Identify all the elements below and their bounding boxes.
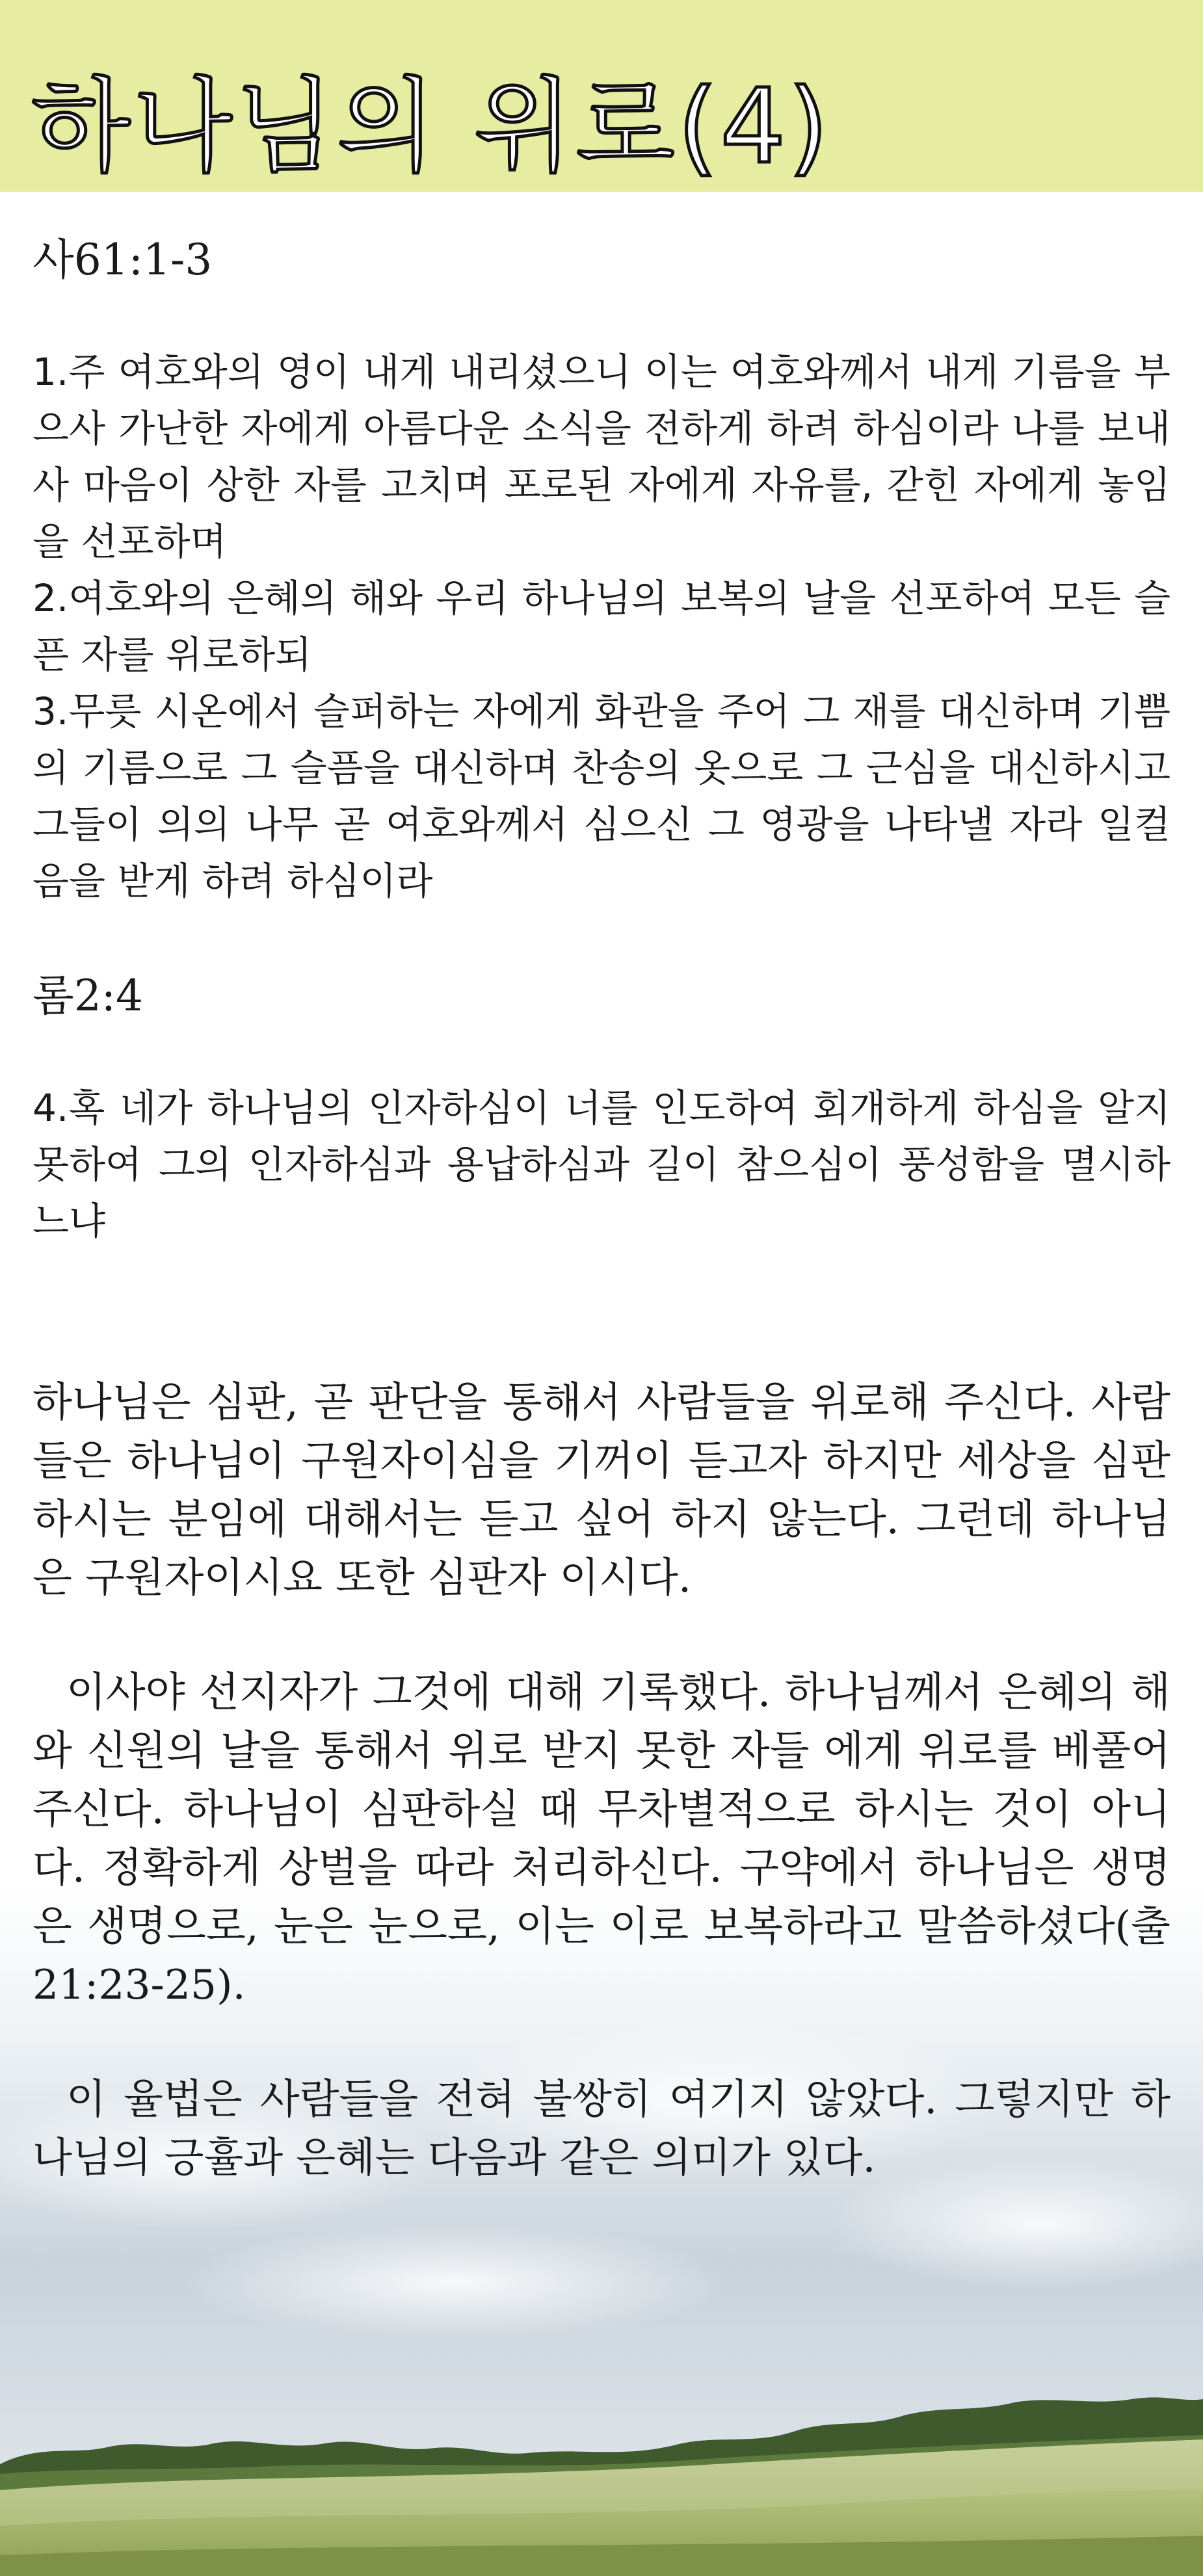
verse-block bbox=[33, 344, 1170, 910]
body-paragraph: 이 율법은 사람들을 전혀 불쌍히 여기지 않았다. 그렇지만 하나님의 긍휼과 은혜는 다음과 같은 의미가 있다. bbox=[33, 2075, 1170, 2181]
verse-block bbox=[33, 1080, 1170, 1250]
page-title: 하나님의 위로(4) bbox=[31, 67, 831, 187]
main-content bbox=[33, 231, 1170, 2187]
verse-text: 4.혹 네가 하나님의 인자하심이 너를 인도하여 회개하게 하심을 알지 못하여 그의 인자하심과 용납하심과 길이 참으심이 풍성함을 멸시하느냐 bbox=[33, 1086, 1170, 1243]
verse-text: 2.여호와의 은혜의 해와 우리 하나님의 보복의 날을 선포하여 모든 슬픈 자를 위로하되 bbox=[33, 576, 1170, 677]
scripture-reference: 사61:1-3 bbox=[33, 235, 213, 285]
body-paragraph: 이사야 선지자가 그것에 대해 기록했다. 하나님께서 은혜의 해와 신원의 날을 통해서 위로 받지 못한 자들 에게 위로를 베풀어주신다. 하나님이 심판하실 때 무차별적으로 하시는 것이 아니다. 정확하게 상벌을 따라 처리하신다. 구약에서 하나님은 생명은 생명으로, 눈은 눈으로, 이는 이로 보복하라고 말씀하셨다(출21:23-25). bbox=[33, 1668, 1170, 2008]
verse-text: 3.무릇 시온에서 슬퍼하는 자에게 화관을 주어 그 재를 대신하며 기쁨의 기름으로 그 슬픔을 대신하며 찬송의 옷으로 그 근심을 대신하시고 그들이 의의 나무 곧 여호와께서 심으신 그 영광을 나타낼 자라 일컬음을 받게 하려 하심이라 bbox=[33, 689, 1170, 903]
scripture-reference: 롬2:4 bbox=[33, 971, 143, 1021]
body-paragraph: 하나님은 심판, 곧 판단을 통해서 사람들을 위로해 주신다. 사람들은 하나님이 구원자이심을 기꺼이 듣고자 하지만 세상을 심판하시는 분임에 대해서는 듣고 싶어 하지 않는다. 그런데 하나님은 구원자이시요 또한 심판자 이시다. bbox=[33, 1378, 1170, 1601]
verse-text: 1.주 여호와의 영이 내게 내리셨으니 이는 여호와께서 내게 기름을 부으사 가난한 자에게 아름다운 소식을 전하게 하려 하심이라 나를 보내사 마음이 상한 자를 고치며 포로된 자에게 자유를, 갇힌 자에게 놓임을 선포하며 bbox=[33, 350, 1170, 564]
